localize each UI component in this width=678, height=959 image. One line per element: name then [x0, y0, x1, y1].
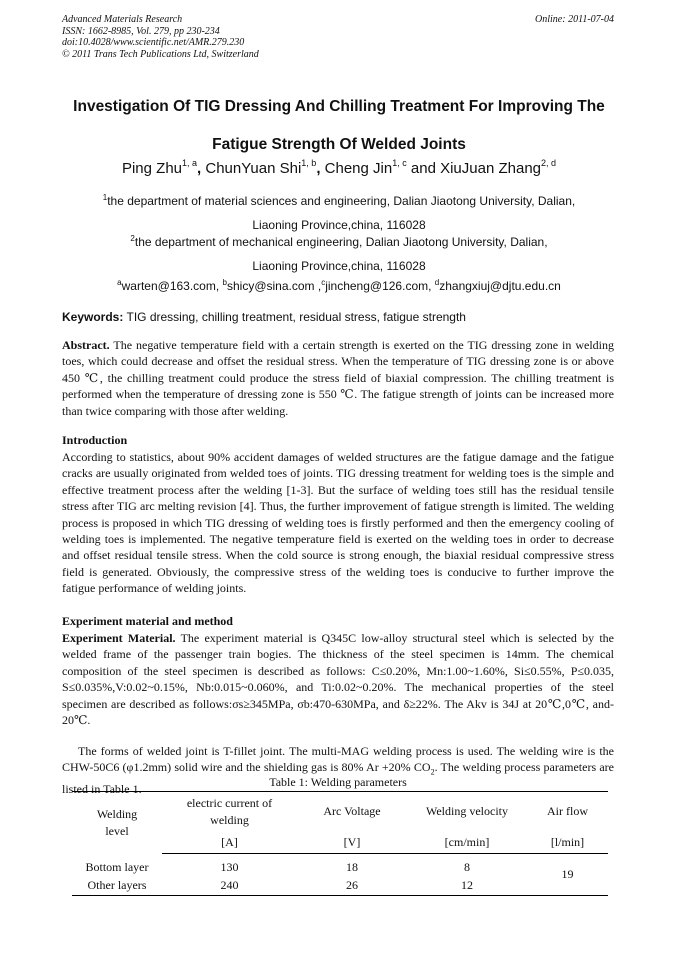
- introduction-text: According to statistics, about 90% accident damages of welded structures are the fatigue damage and the fatigue cracks are usually originated from welded toes of joints. TIG dressing treatment for welding toes is the simple and effective treatment process after the welding [1-3]. But the surface of welding toes still has the residual tensile stress after TIG arc melting revision [4]. Thus, the further improvement of fatigue strength is limited. The welding process is proposed in which TIG dressing of welding toes is firstly performed and then the emergency cooling of welding toes is implemented. The negative temperature field is exerted on the welding toes in order to decrease and offset residual tensile stress. When the cold source is strong enough, the biaxial residual compressive stress field is generated. Obviously, the compressive stress of the welding toes is conducive to further improve the fatigue performance of welding joints.: [62, 450, 614, 596]
- author-sep: ,: [316, 160, 325, 177]
- material-label: Experiment Material.: [62, 631, 176, 645]
- cell-velocity: 12: [407, 876, 527, 896]
- email-a: warten@163.com,: [121, 279, 223, 293]
- affiliation-line: the department of mechanical engineering, Dalian Jiaotong University, Dalian,: [134, 235, 548, 249]
- col-header-current: electric current of welding: [162, 792, 297, 832]
- email-d: zhangxiuj@djtu.edu.cn: [439, 279, 561, 293]
- copyright: © 2011 Trans Tech Publications Ltd, Switzerland: [62, 48, 259, 60]
- author-sup: 1, c: [392, 158, 407, 168]
- abstract: [62, 337, 614, 419]
- cell-current: 240: [162, 876, 297, 896]
- cell-level: Other layers: [72, 876, 162, 896]
- cell-level: Bottom layer: [85, 860, 149, 874]
- introduction-heading: Introduction: [62, 433, 128, 447]
- abstract-label: Abstract.: [62, 338, 110, 352]
- affiliation-sup: 1: [102, 193, 108, 202]
- welding-sub: 2: [430, 767, 435, 777]
- unit-voltage: [V]: [297, 832, 407, 854]
- doi: doi:10.4028/www.scientific.net/AMR.279.230: [62, 37, 245, 49]
- affiliation-line: Liaoning Province,china, 116028: [252, 259, 426, 273]
- affiliation-line: Liaoning Province,china, 116028: [252, 218, 426, 232]
- keywords-label: Keywords:: [62, 310, 124, 324]
- cell-voltage: 26: [297, 876, 407, 896]
- email-b: shicy@sina.com ,: [226, 279, 322, 293]
- author-sup: 1, a: [182, 158, 198, 168]
- unit-velocity: [cm/min]: [407, 832, 527, 854]
- unit-current: [A]: [162, 832, 297, 854]
- author-name: ChunYuan Shi: [205, 160, 302, 177]
- table-row: [72, 854, 608, 876]
- abstract-text: The negative temperature field with a certain strength is exerted on the TIG dressing zone in welding toes, which could decrease and offset the residual stress. When the temperature of TIG dressing zone is or above 450 ℃, the chilling treatment could produce the stress field of biaxial compression. The chilling treatment is performed when the temperature of dressing zone is 550 ℃. The fatigue strength of joints can be increased more than twice comparing with those after welding.: [62, 338, 614, 418]
- unit-air: [l/min]: [527, 832, 608, 854]
- author-list: [40, 158, 638, 177]
- issn: ISSN: 1662-8985, Vol. 279, pp 230-234: [62, 25, 220, 37]
- journal-name: Advanced Materials Research: [62, 14, 183, 25]
- cell-air: 19: [527, 854, 608, 896]
- title-line-1: Investigation Of TIG Dressing And Chilling Treatment For Improving The: [73, 98, 605, 115]
- col-header-velocity: Welding velocity: [407, 792, 527, 832]
- col-header-air: Air flow: [527, 792, 608, 832]
- welding-end: . The welding process parameters are listed in Table 1.: [62, 760, 614, 797]
- welding-text: The forms of welded joint is T-fillet joint. The multi-MAG welding process is used. The welding wire is the CHW-50C6 (φ1.2mm) solid wire and the shielding gas is 80% Ar +20% CO: [62, 744, 614, 775]
- online-date: Online: 2011-07-04: [535, 14, 614, 25]
- title-line-2: Fatigue Strength Of Welded Joints: [212, 136, 466, 153]
- author-sup: 1, b: [301, 158, 317, 168]
- col-header-voltage: Arc Voltage: [297, 792, 407, 832]
- method-heading: Experiment material and method: [62, 614, 233, 628]
- author-name: Cheng Jin: [324, 160, 393, 177]
- table-caption: Table 1: Welding parameters: [269, 775, 407, 789]
- col-header-level: Welding level: [72, 792, 162, 854]
- paper-title: [40, 88, 638, 164]
- affiliation-sup: 2: [130, 234, 135, 243]
- email-list: $^a$warten@163.com, $^b$shicy@sina.com ,$^c$jincheng@126.com, $^d$zhangxiuj@djtu.edu.cn: [117, 278, 561, 293]
- material-text: The experiment material is Q345C low-alloy structural steel which is selected by the welded frame of the passenger train bogies. The thickness of the steel specimen is 14mm. The chemical composition of the steel specimen is described as follows: C≤0.20%, Mn:1.00~1.60%, Si≤0.55%, P≤0.035, S≤0.035%,V:0.02~0.15%, Nb:0.015~0.060%, and Ti:0.02~0.20%. The mechanical properties of the steel specimen are described as follows:σs≥345MPa, σb:470-630MPa, and δ≥22%. The Akv is 34J at 20℃,0℃, and-20℃.: [62, 631, 614, 728]
- keywords: [62, 310, 614, 324]
- author-name: XiuJuan Zhang: [440, 160, 541, 177]
- welding-parameters-table: [72, 791, 608, 896]
- journal-header: [62, 14, 259, 60]
- author-sep: ,: [197, 160, 206, 177]
- author-name: Ping Zhu: [121, 160, 183, 177]
- cell-voltage: 18: [346, 860, 358, 875]
- cell-current: 130: [220, 860, 239, 875]
- email-c: jincheng@126.com,: [325, 279, 435, 293]
- author-sep: and: [406, 160, 441, 177]
- author-sup: 2, d: [541, 158, 557, 168]
- affiliation-2: [60, 227, 618, 278]
- material-paragraph: [62, 630, 614, 728]
- affiliation-line: the department of material sciences and engineering, Dalian Jiaotong University, Dalian,: [107, 194, 576, 208]
- cell-velocity: 8: [464, 860, 470, 875]
- keywords-text: TIG dressing, chilling treatment, residual stress, fatigue strength: [126, 310, 466, 324]
